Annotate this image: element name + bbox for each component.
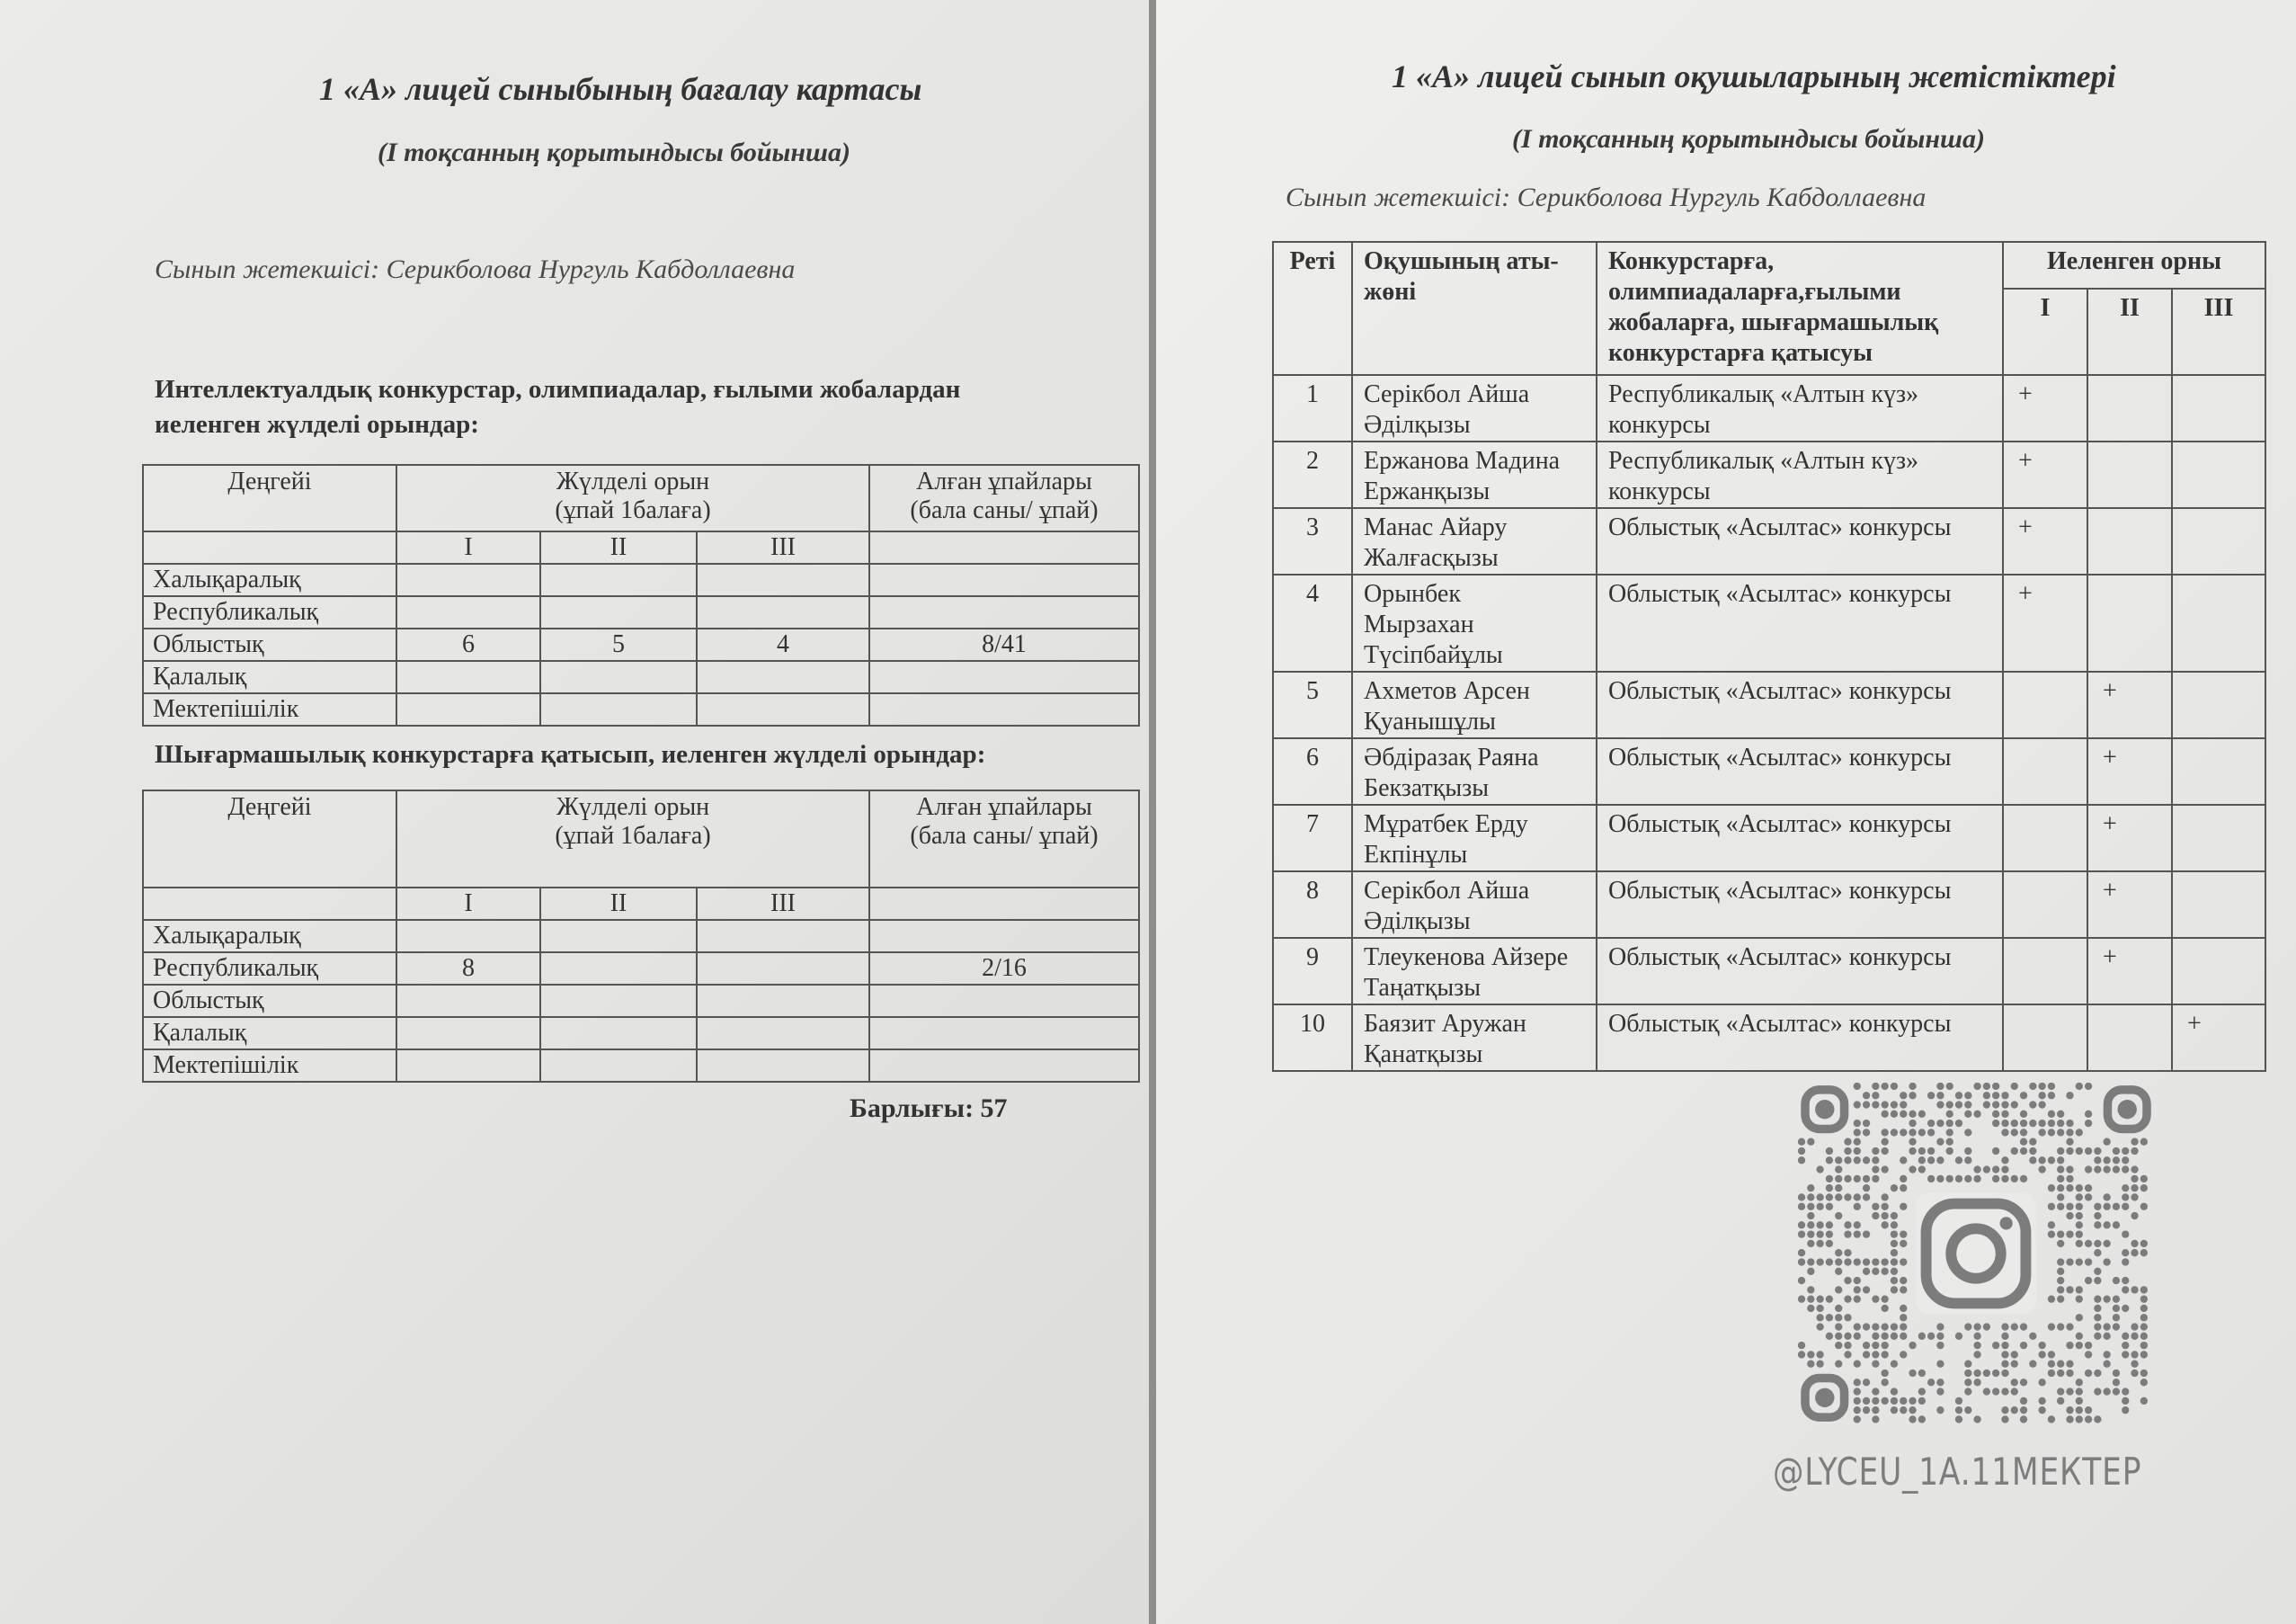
prize-header-note: (ұпай 1балаға) bbox=[555, 496, 711, 524]
left-teacher: Сынып жетекшісі: Серикболова Нургуль Кабдоллаевна bbox=[155, 254, 796, 284]
place-1-mark bbox=[2003, 672, 2087, 738]
points-header-label: Алған ұпайлары bbox=[916, 468, 1092, 495]
level-cell: Облыстық bbox=[143, 629, 396, 661]
place-1-cell bbox=[396, 564, 540, 596]
points-cell: 2/16 bbox=[869, 952, 1139, 985]
table-row bbox=[143, 952, 1139, 985]
contest-name: Облыстық «Асылтас» конкурсы bbox=[1597, 575, 2003, 672]
prize-header bbox=[396, 790, 869, 888]
place-2-mark bbox=[2087, 375, 2172, 442]
place-2-cell bbox=[540, 564, 697, 596]
contest-name: Облыстық «Асылтас» конкурсы bbox=[1597, 1004, 2003, 1071]
intellectual-prizes-table bbox=[142, 464, 1140, 727]
place-3-header: III bbox=[697, 888, 869, 920]
points-cell bbox=[869, 693, 1139, 726]
place-3-mark bbox=[2172, 672, 2265, 738]
table-row bbox=[143, 629, 1139, 661]
left-subtitle: (I тоқсанның қорытындысы бойынша) bbox=[378, 138, 850, 167]
points-header bbox=[869, 790, 1139, 888]
place-1-cell: 6 bbox=[396, 629, 540, 661]
level-cell: Халықаралық bbox=[143, 564, 396, 596]
place-3-cell bbox=[697, 952, 869, 985]
level-cell: Мектепішілік bbox=[143, 693, 396, 726]
prize-header bbox=[396, 465, 869, 531]
student-name: Баязит Аружан Қанатқызы bbox=[1352, 1004, 1597, 1071]
level-header: Деңгейі bbox=[143, 465, 396, 531]
row-number: 7 bbox=[1273, 805, 1352, 871]
place-3-header: III bbox=[697, 531, 869, 564]
student-name: Тлеукенова Айзере Таңатқызы bbox=[1352, 938, 1597, 1004]
place-3-cell bbox=[697, 564, 869, 596]
place-1-mark bbox=[2003, 1004, 2087, 1071]
level-cell: Республикалық bbox=[143, 596, 396, 629]
table-row bbox=[143, 596, 1139, 629]
place-3-mark: + bbox=[2172, 1004, 2265, 1071]
points-cell: 8/41 bbox=[869, 629, 1139, 661]
place-1-mark bbox=[2003, 738, 2087, 805]
place-3-cell bbox=[697, 985, 869, 1017]
student-name: Серікбол Айша Әділқызы bbox=[1352, 375, 1597, 442]
contest-name: Облыстық «Асылтас» конкурсы bbox=[1597, 871, 2003, 938]
achievements-table bbox=[1272, 241, 2266, 1072]
place-1-header: I bbox=[2003, 289, 2087, 375]
contest-name: Республикалық «Алтын күз» конкурсы bbox=[1597, 375, 2003, 442]
place-3-mark bbox=[2172, 442, 2265, 508]
student-name: Мұратбек Ерду Екпінұлы bbox=[1352, 805, 1597, 871]
blank-cell bbox=[143, 888, 396, 920]
place-3-cell bbox=[697, 1049, 869, 1082]
points-header-label: Алған ұпайлары bbox=[916, 793, 1092, 821]
place-1-mark: + bbox=[2003, 442, 2087, 508]
place-1-mark: + bbox=[2003, 375, 2087, 442]
place-2-mark: + bbox=[2087, 938, 2172, 1004]
blank-cell bbox=[869, 888, 1139, 920]
place-1-cell bbox=[396, 985, 540, 1017]
contest-name: Облыстық «Асылтас» конкурсы bbox=[1597, 508, 2003, 575]
place-2-cell bbox=[540, 1017, 697, 1049]
row-number: 5 bbox=[1273, 672, 1352, 738]
row-number: 10 bbox=[1273, 1004, 1352, 1071]
place-2-cell: 5 bbox=[540, 629, 697, 661]
left-title: 1 «А» лицей сыныбының бағалау картасы bbox=[319, 71, 922, 107]
name-header: Оқушының аты-жөні bbox=[1352, 242, 1597, 375]
table-row bbox=[1273, 738, 2265, 805]
place-3-mark bbox=[2172, 508, 2265, 575]
points-cell bbox=[869, 920, 1139, 952]
table-row bbox=[1273, 442, 2265, 508]
place-1-mark bbox=[2003, 805, 2087, 871]
table-row bbox=[143, 661, 1139, 693]
level-cell: Облыстық bbox=[143, 985, 396, 1017]
level-cell: Халықаралық bbox=[143, 920, 396, 952]
points-cell bbox=[869, 1049, 1139, 1082]
place-2-header: II bbox=[2087, 289, 2172, 375]
place-2-cell bbox=[540, 1049, 697, 1082]
contest-name: Облыстық «Асылтас» конкурсы bbox=[1597, 738, 2003, 805]
table-row bbox=[1273, 508, 2265, 575]
contest-name: Облыстық «Асылтас» конкурсы bbox=[1597, 805, 2003, 871]
points-header-note: (бала саны/ ұпай) bbox=[910, 496, 1099, 524]
place-3-cell bbox=[697, 693, 869, 726]
place-2-mark bbox=[2087, 575, 2172, 672]
table-row bbox=[143, 1049, 1139, 1082]
place-1-cell bbox=[396, 693, 540, 726]
place-2-header: II bbox=[540, 531, 697, 564]
num-header: Реті bbox=[1273, 242, 1352, 375]
place-3-mark bbox=[2172, 871, 2265, 938]
place-1-mark: + bbox=[2003, 575, 2087, 672]
section2-heading: Шығармашылық конкурстарға қатысып, иеленген жүлделі орындар: bbox=[155, 740, 986, 769]
level-cell: Республикалық bbox=[143, 952, 396, 985]
table-row bbox=[143, 920, 1139, 952]
place-3-mark bbox=[2172, 738, 2265, 805]
place-1-header: I bbox=[396, 888, 540, 920]
table-row bbox=[1273, 805, 2265, 871]
points-cell bbox=[869, 661, 1139, 693]
place-2-mark: + bbox=[2087, 805, 2172, 871]
place-1-cell bbox=[396, 920, 540, 952]
table-row bbox=[143, 1017, 1139, 1049]
table-row bbox=[1273, 1004, 2265, 1071]
row-number: 8 bbox=[1273, 871, 1352, 938]
place-3-cell: 4 bbox=[697, 629, 869, 661]
contest-header: Конкурстарға, олимпиадаларға,ғылыми жобаларға, шығармашылық конкурстарға қатысуы bbox=[1597, 242, 2003, 375]
points-cell bbox=[869, 1017, 1139, 1049]
instagram-handle: @LYCEU_1A.11МЕКТЕР bbox=[1773, 1450, 2142, 1494]
section1-heading: Интеллектуалдық конкурстар, олимпиадалар, ғылыми жобалардан иеленген жүлделі орындар: bbox=[155, 375, 961, 439]
place-3-cell bbox=[697, 920, 869, 952]
student-name: Серікбол Айша Әділқызы bbox=[1352, 871, 1597, 938]
row-number: 1 bbox=[1273, 375, 1352, 442]
place-3-header: III bbox=[2172, 289, 2265, 375]
blank-cell bbox=[143, 531, 396, 564]
student-name: Ержанова Мадина Ержанқызы bbox=[1352, 442, 1597, 508]
student-name: Орынбек Мырзахан Түсіпбайұлы bbox=[1352, 575, 1597, 672]
table-row bbox=[143, 693, 1139, 726]
place-1-mark bbox=[2003, 871, 2087, 938]
place-1-mark: + bbox=[2003, 508, 2087, 575]
place-2-mark bbox=[2087, 442, 2172, 508]
points-cell bbox=[869, 985, 1139, 1017]
prize-header-label: Жүлделі орын bbox=[556, 468, 710, 495]
right-subtitle: (I тоқсанның қорытындысы бойынша) bbox=[1512, 124, 1985, 154]
row-number: 2 bbox=[1273, 442, 1352, 508]
place-header: Иеленген орны bbox=[2003, 242, 2265, 289]
contest-name: Республикалық «Алтын күз» конкурсы bbox=[1597, 442, 2003, 508]
place-3-mark bbox=[2172, 805, 2265, 871]
table-row bbox=[143, 985, 1139, 1017]
place-2-cell bbox=[540, 985, 697, 1017]
points-header-note: (бала саны/ ұпай) bbox=[910, 822, 1099, 850]
place-3-mark bbox=[2172, 938, 2265, 1004]
points-header bbox=[869, 465, 1139, 531]
student-name: Ахметов Арсен Қуанышұлы bbox=[1352, 672, 1597, 738]
prize-header-note: (ұпай 1балаға) bbox=[555, 822, 711, 850]
place-3-mark bbox=[2172, 375, 2265, 442]
place-3-cell bbox=[697, 661, 869, 693]
level-cell: Мектепішілік bbox=[143, 1049, 396, 1082]
student-name: Манас Айару Жалғасқызы bbox=[1352, 508, 1597, 575]
place-2-cell bbox=[540, 596, 697, 629]
place-2-mark: + bbox=[2087, 738, 2172, 805]
place-1-cell bbox=[396, 1049, 540, 1082]
place-1-header: I bbox=[396, 531, 540, 564]
row-number: 4 bbox=[1273, 575, 1352, 672]
row-number: 9 bbox=[1273, 938, 1352, 1004]
level-cell: Қалалық bbox=[143, 661, 396, 693]
place-2-cell bbox=[540, 952, 697, 985]
place-2-cell bbox=[540, 920, 697, 952]
place-2-header: II bbox=[540, 888, 697, 920]
place-2-cell bbox=[540, 661, 697, 693]
prize-header-label: Жүлделі орын bbox=[556, 793, 710, 821]
table-row bbox=[1273, 575, 2265, 672]
place-3-cell bbox=[697, 1017, 869, 1049]
level-cell: Қалалық bbox=[143, 1017, 396, 1049]
place-1-cell bbox=[396, 661, 540, 693]
instagram-qr-code-icon[interactable] bbox=[1798, 1083, 2154, 1424]
place-1-cell bbox=[396, 596, 540, 629]
place-3-cell bbox=[697, 596, 869, 629]
creative-prizes-table bbox=[142, 790, 1140, 1083]
table-row bbox=[1273, 375, 2265, 442]
place-2-cell bbox=[540, 693, 697, 726]
table-row bbox=[1273, 938, 2265, 1004]
blank-cell bbox=[869, 531, 1139, 564]
place-2-mark bbox=[2087, 508, 2172, 575]
row-number: 3 bbox=[1273, 508, 1352, 575]
points-cell bbox=[869, 596, 1139, 629]
points-cell bbox=[869, 564, 1139, 596]
place-1-mark bbox=[2003, 938, 2087, 1004]
place-1-cell bbox=[396, 1017, 540, 1049]
right-title: 1 «А» лицей сынып оқушыларының жетістіктері bbox=[1392, 58, 2116, 94]
place-2-mark: + bbox=[2087, 871, 2172, 938]
student-name: Әбдіразақ Раяна Бекзатқызы bbox=[1352, 738, 1597, 805]
table-row bbox=[1273, 672, 2265, 738]
contest-name: Облыстық «Асылтас» конкурсы bbox=[1597, 938, 2003, 1004]
place-2-mark: + bbox=[2087, 672, 2172, 738]
place-2-mark bbox=[2087, 1004, 2172, 1071]
right-teacher: Сынып жетекшісі: Серикболова Нургуль Кабдоллаевна bbox=[1286, 183, 1927, 212]
level-header: Деңгейі bbox=[143, 790, 396, 888]
contest-name: Облыстық «Асылтас» конкурсы bbox=[1597, 672, 2003, 738]
place-3-mark bbox=[2172, 575, 2265, 672]
place-1-cell: 8 bbox=[396, 952, 540, 985]
table-row bbox=[143, 564, 1139, 596]
table-row bbox=[1273, 871, 2265, 938]
total-score: Барлығы: 57 bbox=[850, 1093, 1008, 1123]
row-number: 6 bbox=[1273, 738, 1352, 805]
